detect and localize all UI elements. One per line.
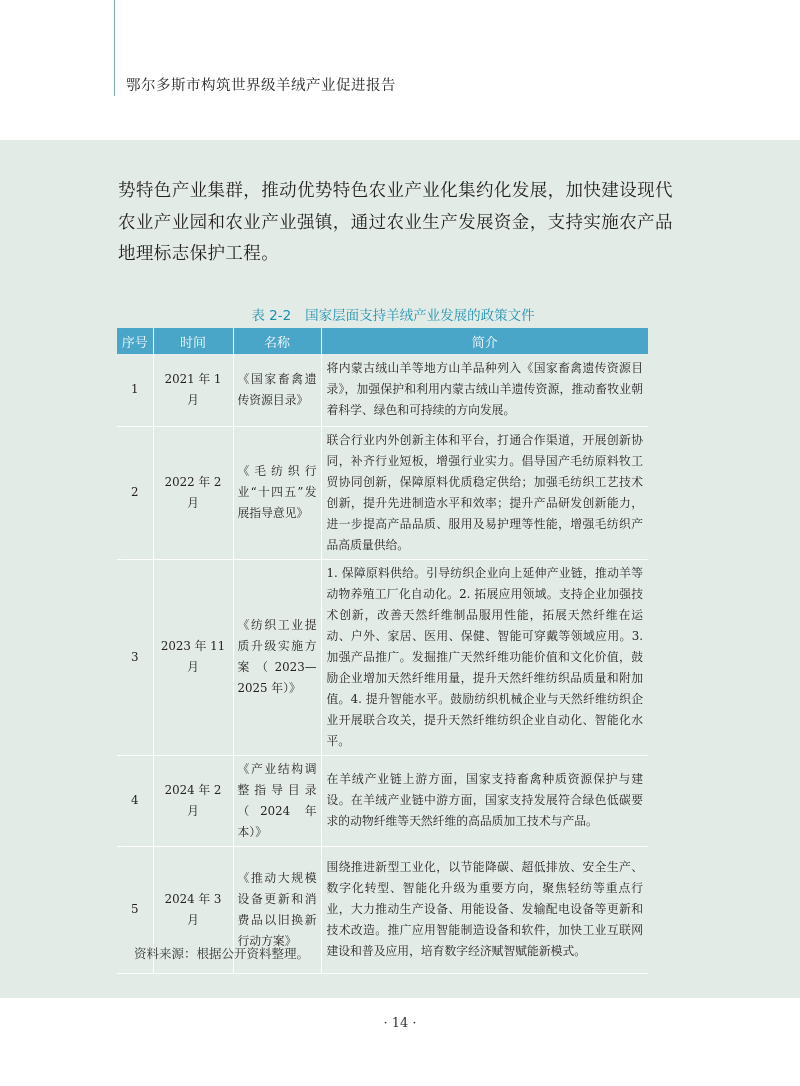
row-number: 3 xyxy=(117,559,153,755)
table-caption-title: 国家层面支持羊绒产业发展的政策文件 xyxy=(305,308,535,324)
row-summary: 将内蒙古绒山羊等地方山羊品种列入《国家畜禽遗传资源目录》，加强保护和利用内蒙古绒山羊遗传资源，推动畜牧业朝着科学、绿色和可持续的方向发展。 xyxy=(321,354,648,426)
row-date: 2021 年 1 月 xyxy=(153,354,233,426)
row-summary: 围绕推进新型工业化，以节能降碳、超低排放、安全生产、数字化转型、智能化升级为重要方向，聚焦轻纺等重点行业，大力推动生产设备、用能设备、发输配电设备等更新和技术改造。推广应用智能制造设备和软件，加快工业互联网建设和普及应用，培育数字经济赋智赋能新模式。 xyxy=(321,846,648,973)
row-document-name: 《毛纺织行业“十四五”发展指导意见》 xyxy=(233,426,321,559)
column-header-summary: 简介 xyxy=(321,328,648,354)
table-row xyxy=(117,426,648,559)
header-divider xyxy=(114,0,115,96)
row-number: 4 xyxy=(117,755,153,846)
row-number: 2 xyxy=(117,426,153,559)
table-row xyxy=(117,354,648,426)
table-row xyxy=(117,755,648,846)
intro-paragraph: 势特色产业集群，推动优势特色农业产业化集约化发展，加快建设现代农业产业园和农业产业强镇，通过农业生产发展资金，支持实施农产品地理标志保护工程。 xyxy=(118,181,673,264)
row-date: 2022 年 2 月 xyxy=(153,426,233,559)
row-document-name: 《推动大规模设备更新和消费品以旧换新行动方案》 xyxy=(233,846,321,973)
row-date: 2024 年 3 月 xyxy=(153,846,233,973)
table-caption xyxy=(0,304,800,324)
table-header-row xyxy=(117,328,648,354)
row-document-name: 《纺织工业提质升级实施方案（2023—2025 年）》 xyxy=(233,559,321,755)
table-row xyxy=(117,559,648,755)
policy-table xyxy=(117,328,648,974)
column-header-date: 时间 xyxy=(153,328,233,354)
row-summary: 在羊绒产业链上游方面，国家支持畜禽种质资源保护与建设。在羊绒产业链中游方面，国家支持发展符合绿色低碳要求的动物纤维等天然纤维的高品质加工技术与产品。 xyxy=(321,755,648,846)
page-number: · 14 · xyxy=(383,1016,417,1031)
row-summary: 联合行业内外创新主体和平台，打通合作渠道，开展创新协同，补齐行业短板，增强行业实力。倡导国产毛纺原料牧工贸协同创新，保障原料优质稳定供给；加强毛纺织工艺技术创新，提升先进制造水平和效率；提升产品研发创新能力，进一步提高产品品质、服用及易护理等性能，增强毛纺织产品高质量供给。 xyxy=(321,426,648,559)
row-summary: 1. 保障原料供给。引导纺织企业向上延伸产业链，推动羊等动物养殖工厂化自动化。2. 拓展应用领域。支持企业加强技术创新，改善天然纤维制品服用性能，拓展天然纤维在运动、户外、家居、医用、保健、智能可穿戴等领域应用。3. 加强产品推广。发掘推广天然纤维功能价值和文化价值，鼓励企业增加天然纤维用量，提升天然纤维纺织品质量和附加值。4. 提升智能水平。鼓励纺织机械企业与天然纤维纺织企业开展联合攻关，提升天然纤维纺织企业自动化、智能化水平。 xyxy=(321,559,648,755)
row-number: 1 xyxy=(117,354,153,426)
row-number: 5 xyxy=(117,846,153,973)
column-header-no: 序号 xyxy=(117,328,153,354)
report-title: 鄂尔多斯市构筑世界级羊绒产业促进报告 xyxy=(126,78,396,94)
table-source-note: 资料来源：根据公开资料整理。 xyxy=(134,946,310,961)
row-document-name: 《产业结构调整指导目录（2024 年本）》 xyxy=(233,755,321,846)
column-header-name: 名称 xyxy=(233,328,321,354)
row-document-name: 《国家畜禽遗传资源目录》 xyxy=(233,354,321,426)
table-caption-number: 表 2-2 xyxy=(251,308,292,324)
row-date: 2023 年 11 月 xyxy=(153,559,233,755)
row-date: 2024 年 2 月 xyxy=(153,755,233,846)
